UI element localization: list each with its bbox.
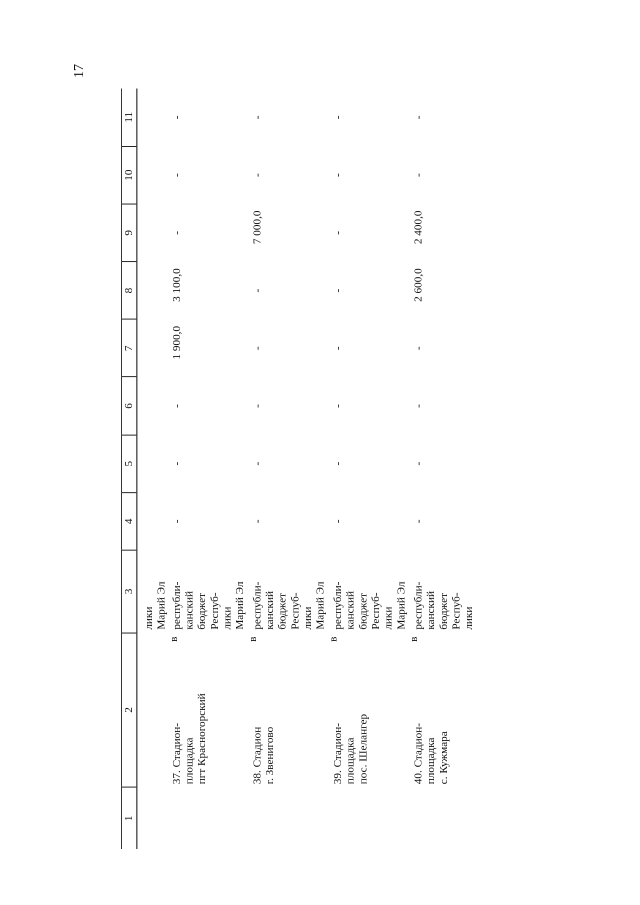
source-line: Марий Эл — [156, 581, 168, 630]
cell-col7: - — [332, 346, 344, 351]
cell-col11: - — [171, 115, 183, 120]
source-line: лики — [222, 606, 234, 630]
col-header-8: 8 — [121, 262, 136, 320]
source-line: канский — [184, 591, 196, 630]
source-line: бюджет — [438, 592, 450, 630]
cell-col10: - — [332, 173, 344, 178]
facility-name — [408, 633, 476, 788]
source-line: республи- — [332, 581, 344, 630]
col-header-9: 9 — [121, 204, 136, 262]
source-line: лики — [383, 606, 395, 630]
cell-col9: 2 400,0 — [413, 210, 425, 245]
source-line: Марий Эл — [396, 581, 407, 630]
source-line: Респуб- — [451, 592, 463, 630]
name-line: 40. Стадион- — [413, 723, 425, 785]
name-line: 39. Стадион- — [332, 723, 344, 785]
source-line: Марий Эл — [315, 581, 327, 630]
cell-col8: - — [252, 288, 264, 293]
col-header-11: 11 — [121, 88, 136, 146]
funding-source — [408, 550, 476, 632]
col-header-6: 6 — [121, 377, 136, 435]
funding-source — [327, 550, 408, 632]
cell-col4: - — [413, 519, 425, 524]
source-line: Респуб- — [290, 592, 302, 630]
name-line: с. Кужмара — [438, 731, 450, 785]
source-line: канский — [345, 591, 357, 630]
cell-col5: - — [171, 461, 183, 466]
col-header-1: 1 — [121, 787, 136, 849]
cell-col10: - — [413, 173, 425, 178]
funding-source — [168, 550, 247, 632]
cell-col7: 1 900,0 — [171, 325, 183, 360]
source-line: бюджет — [197, 592, 208, 630]
continuation-row — [137, 88, 168, 849]
marker: в — [328, 636, 340, 642]
cell-col6: - — [171, 404, 183, 408]
marker: в — [168, 636, 180, 642]
source-line: Марий Эл — [235, 581, 246, 630]
cell-col6: - — [332, 404, 344, 408]
cell-col10: - — [252, 173, 264, 178]
name-line: площадка — [345, 737, 357, 785]
name-line: пос. Шелангер — [358, 713, 369, 785]
col-header-4: 4 — [121, 492, 136, 550]
cell-col11: - — [252, 115, 264, 120]
source-line: лики — [463, 606, 475, 630]
cell-col9: - — [332, 231, 344, 235]
cell-col8: 2 600,0 — [413, 268, 425, 302]
rotated-table-area — [121, 69, 640, 849]
source-line: республи- — [171, 581, 183, 630]
cell-col5: - — [252, 461, 264, 466]
facility-name — [168, 633, 247, 788]
name-line: площадка — [425, 737, 437, 785]
source-line: лики — [143, 606, 155, 630]
col-header-10: 10 — [121, 146, 136, 204]
name-line: 38. Стадион — [252, 726, 264, 785]
source-line: Респуб- — [370, 592, 382, 630]
page-number: 17 — [72, 64, 87, 78]
budget-table — [121, 88, 476, 849]
cell-col4: - — [332, 519, 344, 524]
source-line: бюджет — [358, 592, 369, 630]
source-line: Респуб- — [209, 592, 221, 630]
source-line: бюджет — [277, 592, 289, 630]
name-line: г. Звенигово — [264, 726, 276, 785]
source-line: республи- — [413, 581, 425, 630]
name-line: площадка — [184, 737, 196, 785]
cell-col6: - — [252, 404, 264, 408]
cell-col8: - — [332, 288, 344, 293]
cell-col11: - — [332, 115, 344, 120]
cell-col4: - — [171, 519, 183, 524]
cell-col9: - — [171, 231, 183, 235]
marker: в — [247, 636, 259, 642]
cell-col5: - — [332, 461, 344, 466]
cell-col11: - — [413, 115, 425, 120]
facility-name — [247, 633, 328, 788]
table-row — [327, 88, 408, 849]
col-header-7: 7 — [121, 319, 136, 377]
col-header-3: 3 — [121, 550, 136, 632]
cell-col5: - — [413, 461, 425, 466]
table-row — [408, 88, 476, 849]
funding-source — [247, 550, 328, 632]
cell-col6: - — [413, 404, 425, 408]
table-row — [168, 88, 247, 849]
col-header-2: 2 — [121, 633, 136, 788]
cell-col4: - — [252, 519, 264, 524]
source-line: республи- — [252, 581, 264, 630]
source-line: лики — [302, 606, 314, 630]
name-line: пгт Красногорский — [197, 693, 208, 785]
facility-name — [327, 633, 408, 788]
cell-col7: - — [252, 346, 264, 351]
cell-col9: 7 000,0 — [252, 210, 264, 245]
continuation-source — [137, 550, 168, 632]
header-row — [121, 88, 136, 849]
table-row — [247, 88, 328, 849]
cell-col8: 3 100,0 — [171, 268, 183, 302]
cell-col10: - — [171, 173, 183, 178]
col-header-5: 5 — [121, 435, 136, 493]
marker: в — [408, 636, 420, 642]
cell-col7: - — [413, 346, 425, 351]
source-line: канский — [264, 591, 276, 630]
source-line: канский — [425, 591, 437, 630]
name-line: 37. Стадион- — [171, 723, 183, 785]
